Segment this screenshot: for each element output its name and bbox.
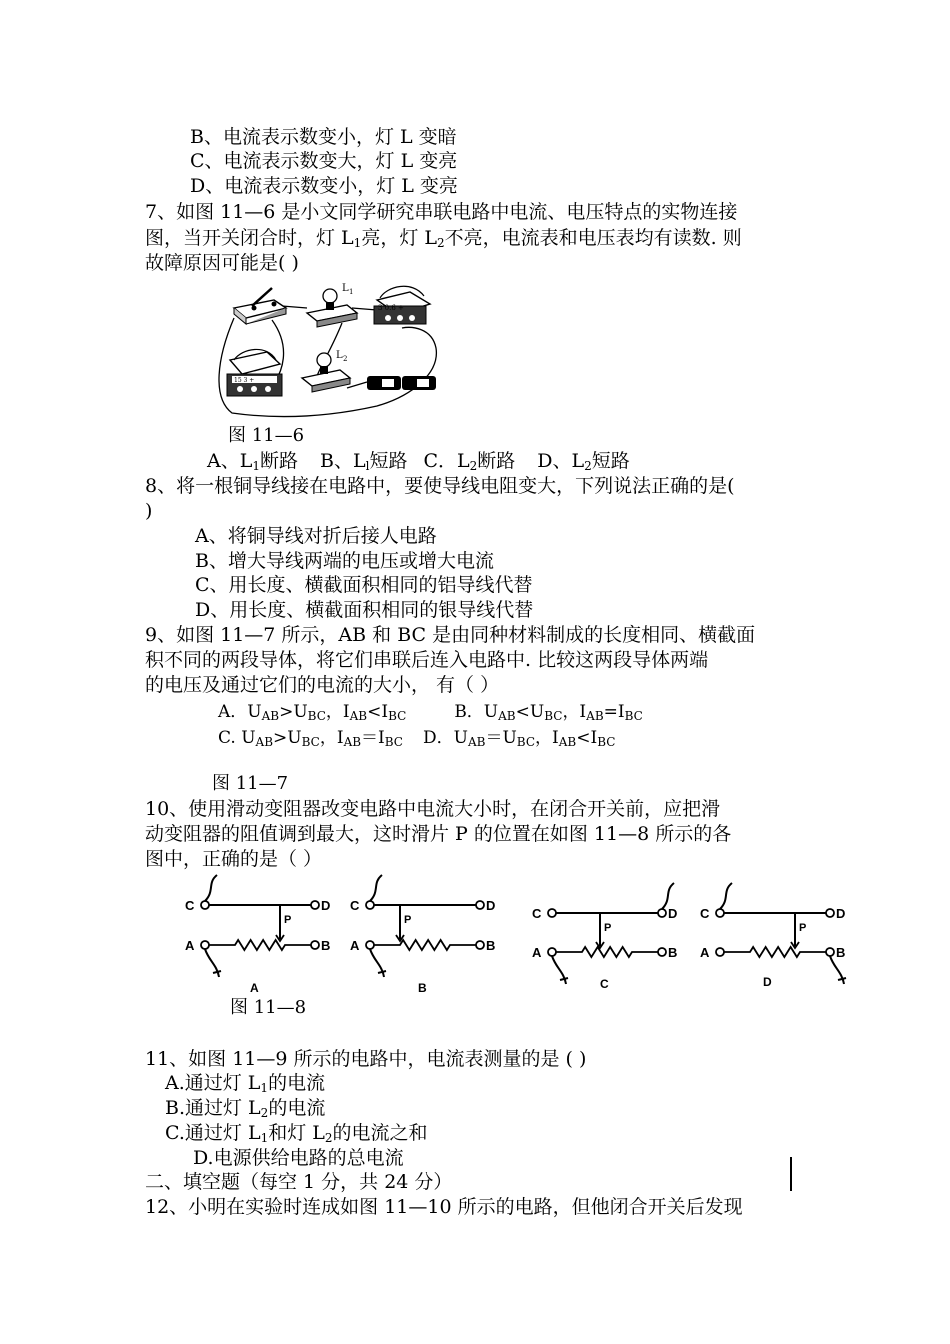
terminal-c-label: C — [700, 906, 710, 921]
terminal-d-label: D — [486, 898, 496, 913]
panel-label-a: A — [250, 981, 259, 995]
battery-component — [367, 376, 436, 390]
q7-stem-line1: 7、如图 11—6 是小文同学研究串联电路中电流、电压特点的实物连接 — [145, 201, 738, 223]
q8-stem-line1: 8、将一根铜导线接在电路中，要使导线电阻变大，下列说法正确的是( — [145, 475, 735, 497]
panel-label-c: C — [600, 977, 609, 991]
q9-stem-line2: 积不同的两段导体，将它们串联后连入电路中. 比较这两段导体两端 — [145, 649, 709, 671]
q9-stem-line1: 9、如图 11—7 所示，AB 和 BC 是由同种材料制成的长度相同、横截面 — [145, 624, 756, 646]
q9-stem-line3: 的电压及通过它们的电流的大小， 有（ ） — [145, 674, 500, 696]
terminal-a-label: A — [185, 938, 195, 953]
svg-text:3 0.6 +: 3 0.6 + — [378, 304, 404, 312]
q8-stem-line2: ) — [145, 500, 153, 522]
margin-bar — [790, 1157, 792, 1191]
figure-11-7-caption: 图 11—7 — [212, 773, 289, 794]
q6-option-d: D、电流表示数变小，灯 L 变亮 — [190, 175, 458, 197]
rheostat-panel-d — [700, 883, 846, 989]
terminal-a-label: A — [350, 938, 360, 953]
q11-option-b: B.通过灯 $L_2$的电流 — [165, 1097, 326, 1120]
slider-p-label: P — [799, 922, 807, 934]
slider-p-label: P — [284, 914, 292, 926]
q11-option-a: A.通过灯 $L_1$的电流 — [165, 1072, 326, 1095]
q11-option-d: D.电源供给电路的总电流 — [193, 1147, 404, 1169]
svg-text:1: 1 — [349, 288, 354, 296]
panel-label-d: D — [763, 975, 772, 989]
q10-stem-line3: 图中，正确的是（ ） — [145, 848, 323, 870]
terminal-d-label: D — [668, 906, 678, 921]
terminal-a-label: A — [700, 945, 710, 960]
voltmeter-component — [227, 349, 282, 396]
slider-p-label: P — [404, 914, 412, 926]
q12-stem-line1: 12、小明在实验时连成如图 11—10 所示的电路，但他闭合开关后发现 — [145, 1196, 743, 1218]
terminal-b-label: B — [668, 945, 678, 960]
terminal-b-label: B — [836, 945, 846, 960]
figure-11-6-circuit — [212, 278, 444, 420]
switch-component — [234, 288, 286, 324]
figure-11-8-caption: 图 11—8 — [230, 997, 307, 1018]
slider-p-label: P — [604, 922, 612, 934]
rheostat-panel-a — [185, 875, 330, 995]
terminal-b-label: B — [486, 938, 496, 953]
q11-option-c: C.通过灯 $L_1$和灯 $L_2$的电流之和 — [165, 1122, 428, 1145]
q11-stem: 11、如图 11—9 所示的电路中，电流表测量的是 ( ) — [145, 1048, 587, 1070]
terminal-d-label: D — [321, 898, 331, 913]
terminal-c-label: C — [532, 906, 542, 921]
q8-option-a: A、将铜导线对折后接人电路 — [195, 525, 437, 547]
terminal-a-label: A — [532, 945, 542, 960]
q9-options-row2: C. $U_{AB}>U_{BC}$，$I_{AB}=I_{BC}$ D．$U_{AB}=U_{BC}$，$I_{AB}<I_{BC}$ — [218, 728, 616, 749]
q8-option-d: D、用长度、横截面积相同的银导线代替 — [195, 599, 534, 621]
lamp-l2-component — [302, 350, 350, 392]
panel-label-b: B — [418, 981, 427, 995]
section-2-title: 二、填空题（每空 1 分，共 24 分） — [145, 1171, 453, 1193]
q9-options-row1: A．$U_{AB}>U_{BC}$，$I_{AB}<I_{BC}$ B．$U_{AB}<U_{BC}$，$I_{AB}=I_{BC}$ — [218, 702, 643, 723]
terminal-c-label: C — [350, 898, 360, 913]
q8-option-b: B、增大导线两端的电压或增大电流 — [195, 550, 494, 572]
ammeter-component — [374, 286, 430, 324]
q10-stem-line2: 动变阻器的阻值调到最大，这时滑片 P 的位置在如图 11—8 所示的各 — [145, 823, 732, 845]
svg-text:L: L — [336, 350, 343, 361]
svg-text:15 3 +: 15 3 + — [234, 377, 255, 384]
svg-text:2: 2 — [343, 355, 348, 363]
q7-stem-line2: 图，当开关闭合时，灯 $L_1$亮，灯 $L_2$不亮，电流表和电压表均有读数. 则 — [145, 227, 742, 250]
q6-option-c: C、电流表示数变大，灯 L 变亮 — [190, 150, 458, 172]
q10-stem-line1: 10、使用滑动变阻器改变电路中电流大小时，在闭合开关前，应把滑 — [145, 798, 721, 820]
rheostat-panel-c — [532, 883, 677, 991]
rheostat-panel-b — [350, 875, 495, 995]
q7-stem-line3: 故障原因可能是( ) — [145, 252, 299, 274]
q7-options: A、$L_1$断路 B、$L_l$短路 C．$L_2$断路 D、$L_2$短路 — [207, 450, 630, 473]
q6-option-b: B、电流表示数变小，灯 L 变暗 — [190, 126, 457, 148]
figure-11-8-rheostats — [180, 870, 850, 998]
lamp-l1-component — [307, 283, 357, 327]
svg-text:L: L — [342, 283, 349, 294]
terminal-b-label: B — [321, 938, 331, 953]
q8-option-c: C、用长度、横截面积相同的铝导线代替 — [195, 574, 533, 596]
figure-11-6-caption: 图 11—6 — [228, 425, 305, 446]
terminal-d-label: D — [836, 906, 846, 921]
terminal-c-label: C — [185, 898, 195, 913]
